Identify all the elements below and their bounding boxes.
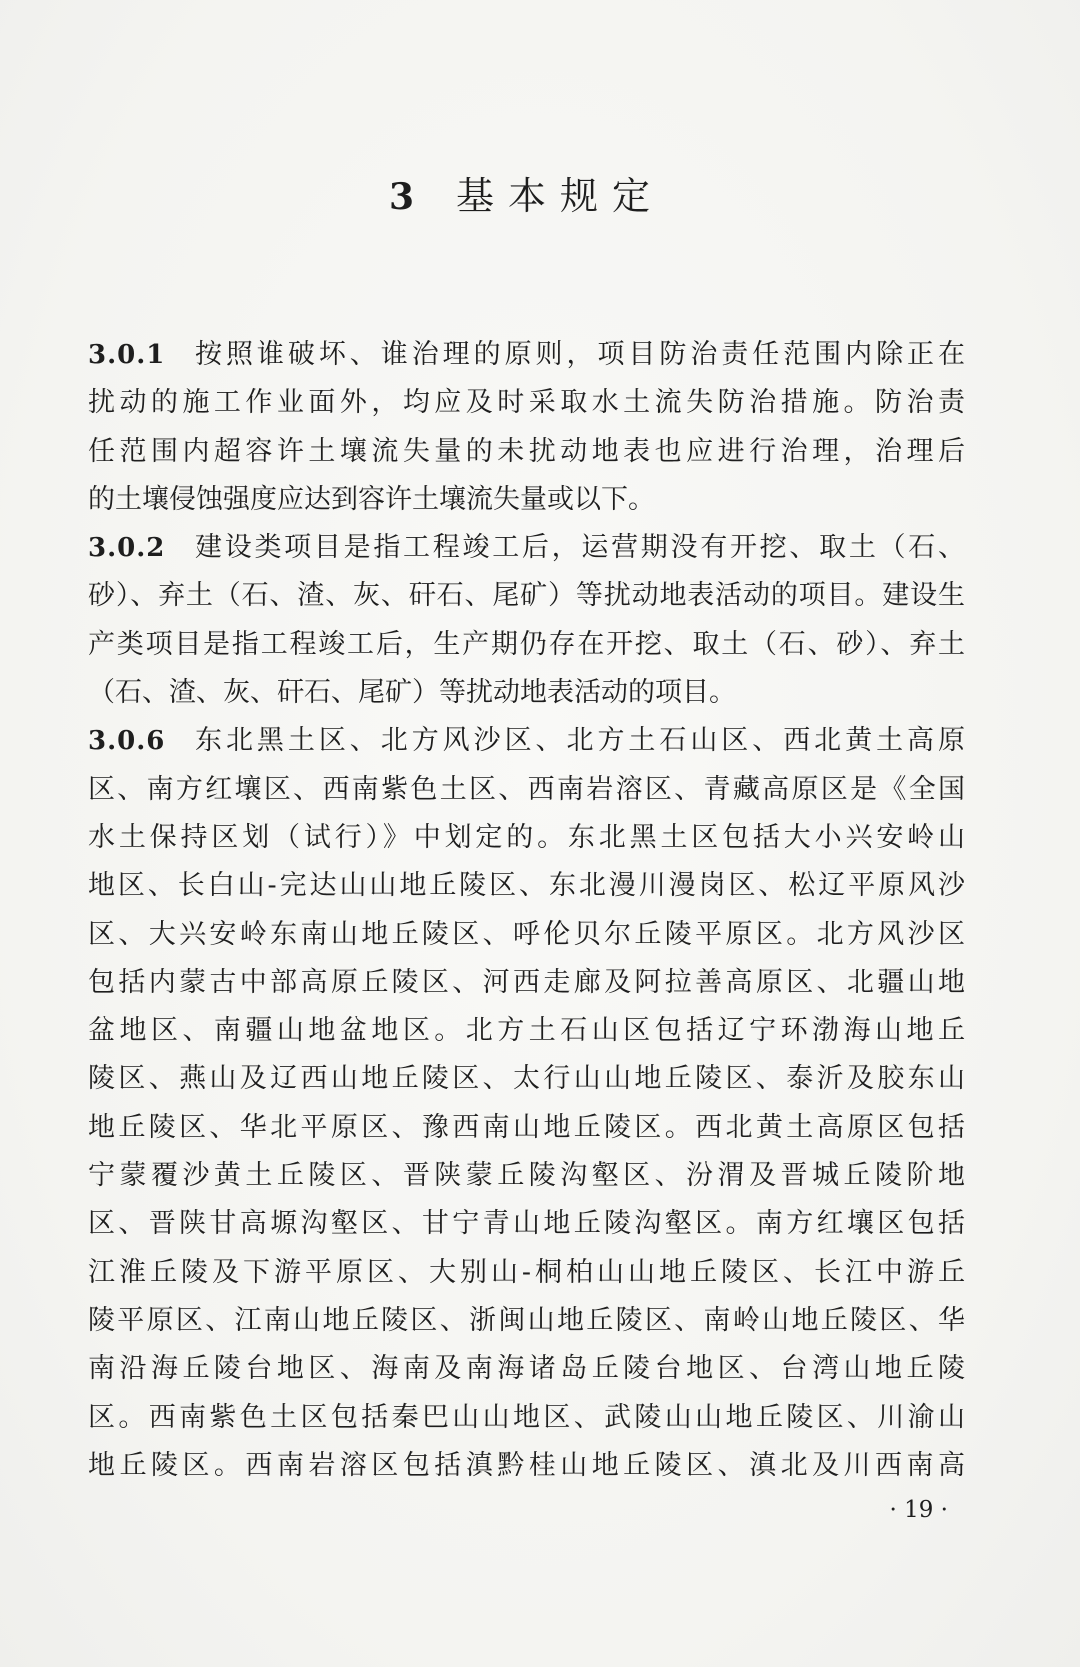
body-text bbox=[88, 331, 965, 1490]
text-line: 扰动的施工作业面外，均应及时采取水土流失防治措施。防治责 bbox=[88, 387, 965, 419]
clause-3-0-6 bbox=[88, 717, 965, 1490]
text-line: 南沿海丘陵台地区、海南及南海诸岛丘陵台地区、台湾山地丘陵 bbox=[88, 1353, 965, 1385]
clause-number: 3.0.6 bbox=[88, 726, 166, 757]
text-line: 陵区、燕山及辽西山地丘陵区、太行山山地丘陵区、泰沂及胶东山 bbox=[88, 1063, 965, 1095]
chapter-title-text: 基本规定 bbox=[456, 174, 665, 218]
text-line: 砂）、弃土（石、渣、灰、矸石、尾矿）等扰动地表活动的项目。建设生 bbox=[88, 580, 965, 612]
clause-number: 3.0.1 bbox=[88, 340, 166, 370]
clause-text: 按照谁破坏、谁治理的原则，项目防治责任范围内除正在 bbox=[195, 339, 965, 370]
text-line bbox=[88, 717, 965, 765]
clause-text: 东北黑土区、北方风沙区、北方土石山区、西北黄土高原 bbox=[195, 725, 965, 757]
text-line: 产类项目是指工程竣工后，生产期仍存在开挖、取土（石、砂）、弃土 bbox=[88, 628, 965, 660]
text-line: 区、大兴安岭东南山地丘陵区、呼伦贝尔丘陵平原区。北方风沙区 bbox=[88, 918, 965, 950]
text-line: 包括内蒙古中部高原丘陵区、河西走廊及阿拉善高原区、北疆山地 bbox=[88, 966, 965, 998]
clause-3-0-1 bbox=[88, 331, 965, 524]
text-line: 区、晋陕甘高塬沟壑区、甘宁青山地丘陵沟壑区。南方红壤区包括 bbox=[88, 1208, 965, 1240]
clause-3-0-2 bbox=[88, 524, 965, 717]
text-line bbox=[88, 524, 965, 572]
text-line: 盆地区、南疆山地盆地区。北方土石山区包括辽宁环渤海山地丘 bbox=[88, 1015, 965, 1047]
text-line: 地区、长白山-完达山山地丘陵区、东北漫川漫岗区、松辽平原风沙 bbox=[88, 870, 965, 902]
text-line: 地丘陵区。西南岩溶区包括滇黔桂山地丘陵区、滇北及川西南高 bbox=[88, 1449, 965, 1481]
text-line bbox=[88, 331, 965, 379]
page-number: · 19 · bbox=[889, 1497, 948, 1523]
text-line: 水土保持区划（试行）》中划定的。东北黑土区包括大小兴安岭山 bbox=[88, 821, 965, 853]
text-line: 任范围内超容许土壤流失量的未扰动地表也应进行治理，治理后 bbox=[88, 435, 965, 467]
text-line: 的土壤侵蚀强度应达到容许土壤流失量或以下。 bbox=[88, 483, 655, 515]
clause-text: 建设类项目是指工程竣工后，运营期没有开挖、取土（石、 bbox=[195, 532, 965, 564]
text-line: （石、渣、灰、矸石、尾矿）等扰动地表活动的项目。 bbox=[88, 677, 736, 709]
text-line: 地丘陵区、华北平原区、豫西南山地丘陵区。西北黄土高原区包括 bbox=[88, 1111, 965, 1143]
text-line: 区、南方红壤区、西南紫色土区、西南岩溶区、青藏高原区是《全国 bbox=[88, 773, 965, 805]
text-line: 江淮丘陵及下游平原区、大别山-桐柏山山地丘陵区、长江中游丘 bbox=[88, 1256, 965, 1288]
text-line: 陵平原区、江南山地丘陵区、浙闽山地丘陵区、南岭山地丘陵区、华 bbox=[88, 1304, 965, 1336]
chapter-number: 3 bbox=[388, 176, 415, 218]
text-line: 宁蒙覆沙黄土丘陵区、晋陕蒙丘陵沟壑区、汾渭及晋城丘陵阶地 bbox=[88, 1160, 965, 1192]
clause-number: 3.0.2 bbox=[88, 533, 166, 564]
text-line: 区。西南紫色土区包括秦巴山山地区、武陵山山地丘陵区、川渝山 bbox=[88, 1401, 965, 1433]
chapter-title bbox=[88, 168, 965, 224]
